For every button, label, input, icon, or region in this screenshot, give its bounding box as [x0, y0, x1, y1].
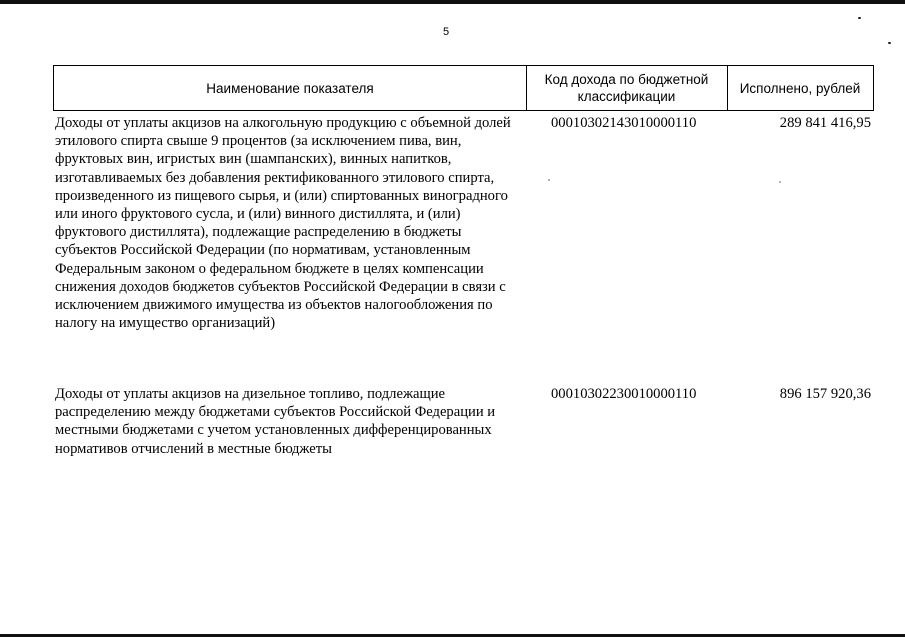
column-header-name-label: Наименование показателя — [206, 80, 374, 96]
column-header-name — [53, 65, 527, 111]
scan-speck — [858, 17, 861, 19]
row-executed-amount: 289 841 416,95 — [779, 115, 871, 131]
row-executed-amount: 896 157 920,36 — [779, 386, 871, 402]
scan-speck — [548, 179, 550, 181]
row-revenue-code: 00010302230010000110 — [551, 386, 697, 402]
scan-speck — [779, 181, 781, 183]
row-revenue-code: 00010302143010000110 — [551, 115, 697, 131]
page-number: 5 — [442, 26, 450, 38]
column-header-executed — [727, 65, 874, 111]
column-header-executed-label: Исполнено, рублей — [739, 80, 861, 96]
row-indicator-name: Доходы от уплаты акцизов на алкогольную продукцию с объемной долей этилового спирта свыше 9 процентов (за исключением пива, вин, фруктовых вин, игристых вин (шампанских), винных напитков, изготавливаемых без добавления ректификованного этилового спирта, произведенного из пищевого сырья, и (или) спиртованных виноградного или иного фруктового сусла, и (или) винного дистиллята, и (или) фруктового дистиллята), подлежащие распределению в бюджеты субъектов Российской Федерации (по нормативам, установленным Федеральным законом о федеральном бюджете в целях компенсации снижения доходов бюджетов субъектов Российской Федерации в связи с исключением движимого имущества из объектов налогообложения по налогу на имущество организаций) — [55, 115, 511, 332]
scan-bottom-border — [0, 634, 905, 637]
row-indicator-name: Доходы от уплаты акцизов на дизельное топливо, подлежащие распределению между бюджетами субъектов Российской Федерации и местными бюджетами с учетом установленных дифференцированных нормативов отчислений в местные бюджеты — [55, 386, 496, 457]
scan-top-border — [0, 0, 905, 4]
scan-speck — [888, 42, 891, 44]
column-header-code — [526, 65, 728, 111]
column-header-code-label: Код дохода по бюджетной классификации — [544, 72, 709, 104]
